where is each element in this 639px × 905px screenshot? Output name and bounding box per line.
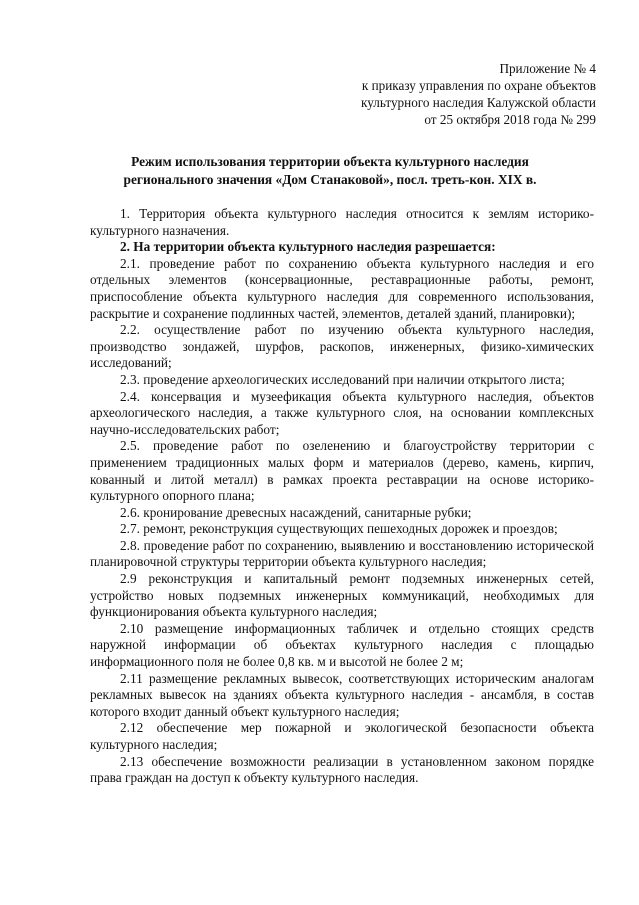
document-title (60, 153, 600, 189)
section-heading-2: 2. На территории объекта культурного наследия разрешается: (120, 239, 496, 255)
paragraph-2-8: 2.8. проведение работ по сохранению, выявлению и восстановлению исторической планировочной структуры территории объекта культурного наследия; (90, 537, 594, 570)
title-line-2: регионального значения «Дом Станаковой», посл. треть-кон. XIX в. (123, 172, 537, 187)
appendix-authority: культурного наследия Калужской области (361, 95, 596, 110)
paragraph-2-9: 2.9 реконструкция и капитальный ремонт подземных инженерных сетей, устройство новых подземных инженерных коммуникаций, необходимых для функционирования объекта культурного наследия; (90, 571, 594, 620)
appendix-order-ref: к приказу управления по охране объектов (361, 78, 596, 93)
paragraph-2-6: 2.6. кронирование древесных насаждений, санитарные рубки; (120, 504, 472, 520)
paragraph-2-3: 2.3. проведение археологических исследований при наличии открытого листа; (120, 371, 565, 387)
document-body (90, 206, 594, 787)
paragraph-2-11: 2.11 размещение рекламных вывесок, соответствующих историческим аналогам рекламных вывесок на зданиях объекта культурного наследия - ансамбля, в состав которого входит данный объект культурного наследия; (90, 670, 594, 719)
paragraph-2-13: 2.13 обеспечение возможности реализации в установленном законом порядке права граждан на доступ к объекту культурного наследия. (90, 753, 594, 786)
paragraph-1: 1. Территория объекта культурного наследия относится к землям историко-культурного назначения. (90, 206, 594, 238)
appendix-header (296, 60, 596, 128)
title-line-1: Режим использования территории объекта культурного наследия (131, 154, 529, 169)
paragraph-2-10: 2.10 размещение информационных табличек и отдельно стоящих средств наружной информации об объектах культурного наследия с площадью информационного поля не более 0,8 кв. м и высотой не более 2 м; (90, 620, 594, 670)
paragraph-2-4: 2.4. консервация и музеефикация объекта культурного наследия, объектов археологического наследия, а также культурного слоя, на основании комплексных научно-исследовательских работ; (90, 388, 594, 437)
appendix-date: от 25 октября 2018 года № 299 (424, 112, 596, 127)
appendix-number: Приложение № 4 (499, 61, 596, 76)
paragraph-2-5: 2.5. проведение работ по озеленению и благоустройству территории с применением традиционных малых форм и материалов (дерево, камень, кирпич, кованный и литой металл) в рамках проекта реставрации на основе историко-культурного опорного плана; (90, 438, 594, 504)
paragraph-2-1: 2.1. проведение работ по сохранению объекта культурного наследия и его отдельных элементов (консервационные, реставрационные работы, ремонт, приспособление объекта культурного наследия для современного использования, раскрытие и сохранение подлинных частей, элементов, деталей зданий, планировки); (90, 255, 594, 321)
paragraph-2-7: 2.7. ремонт, реконструкция существующих пешеходных дорожек и проездов; (120, 521, 558, 537)
paragraph-2-12: 2.12 обеспечение мер пожарной и экологической безопасности объекта культурного наследия; (90, 720, 594, 752)
paragraph-2-2: 2.2. осуществление работ по изучению объекта культурного наследия, производство зондажей, шурфов, раскопов, инженерных, физико-химических исследований; (90, 322, 594, 371)
